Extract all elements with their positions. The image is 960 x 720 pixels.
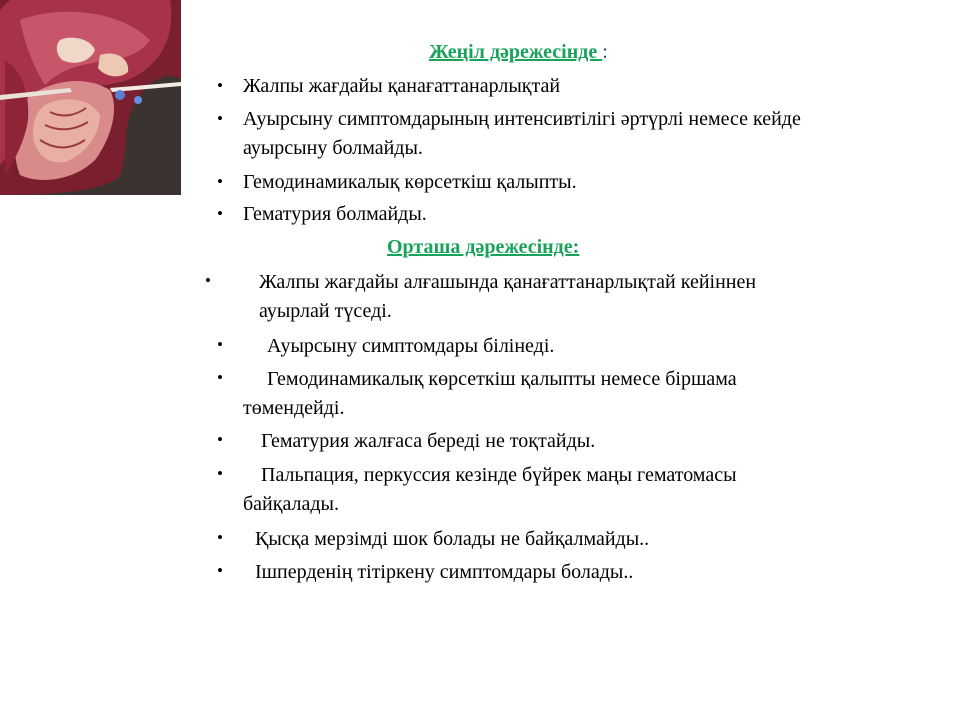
kidney-anatomy-image: [0, 0, 181, 195]
moderate-bullet-5: •: [217, 464, 223, 483]
moderate-heading: [387, 236, 579, 259]
mild-bullet-2: •: [217, 109, 223, 128]
moderate-item-1-line-2: ауырлай түседі.: [259, 300, 392, 322]
mild-bullet-1: •: [217, 76, 223, 95]
moderate-bullet-4: •: [217, 430, 223, 449]
moderate-bullet-2: •: [217, 335, 223, 354]
moderate-bullet-1: •: [205, 271, 211, 290]
mild-bullet-3: •: [217, 172, 223, 191]
mild-item-3: Гемодинамикалық көрсеткіш қалыпты.: [243, 171, 577, 193]
mild-heading: [429, 41, 608, 64]
moderate-item-5-line-2: байқалады.: [243, 493, 339, 515]
moderate-bullet-7: •: [217, 561, 223, 580]
mild-item-2-line-1: Ауырсыну симптомдарының интенсивтілігі әртүрлі немесе кейде: [243, 108, 801, 130]
moderate-heading-text: Орташа дәрежесінде:: [387, 236, 580, 258]
moderate-item-1-line-1: Жалпы жағдайы алғашында қанағаттанарлықтай кейіннен: [259, 271, 757, 293]
moderate-item-3-line-1: Гемодинамикалық көрсеткіш қалыпты немесе біршама: [267, 368, 737, 390]
moderate-item-3-line-2: төмендейді.: [243, 397, 345, 419]
mild-bullet-4: •: [217, 204, 223, 223]
mild-item-2-line-2: ауырсыну болмайды.: [243, 137, 423, 159]
mild-item-1: Жалпы жағдайы қанағаттанарлықтай: [243, 75, 561, 97]
moderate-item-4: Гематурия жалғаса береді не тоқтайды.: [261, 430, 596, 452]
moderate-bullet-6: •: [217, 528, 223, 547]
moderate-item-2: Ауырсыну симптомдары білінеді.: [267, 335, 555, 357]
mild-heading-text: Жеңіл дәрежесінде: [429, 41, 603, 63]
mild-item-4: Гематурия болмайды.: [243, 203, 427, 225]
mild-heading-colon: :: [602, 41, 608, 63]
moderate-bullet-3: •: [217, 368, 223, 387]
moderate-item-5-line-1: Пальпация, перкуссия кезінде бүйрек маңы гематомасы: [261, 464, 737, 486]
moderate-item-6: Қысқа мерзімді шок болады не байқалмайды..: [255, 528, 650, 550]
moderate-item-7: Ішперденің тітіркену симптомдары болады..: [255, 561, 634, 583]
